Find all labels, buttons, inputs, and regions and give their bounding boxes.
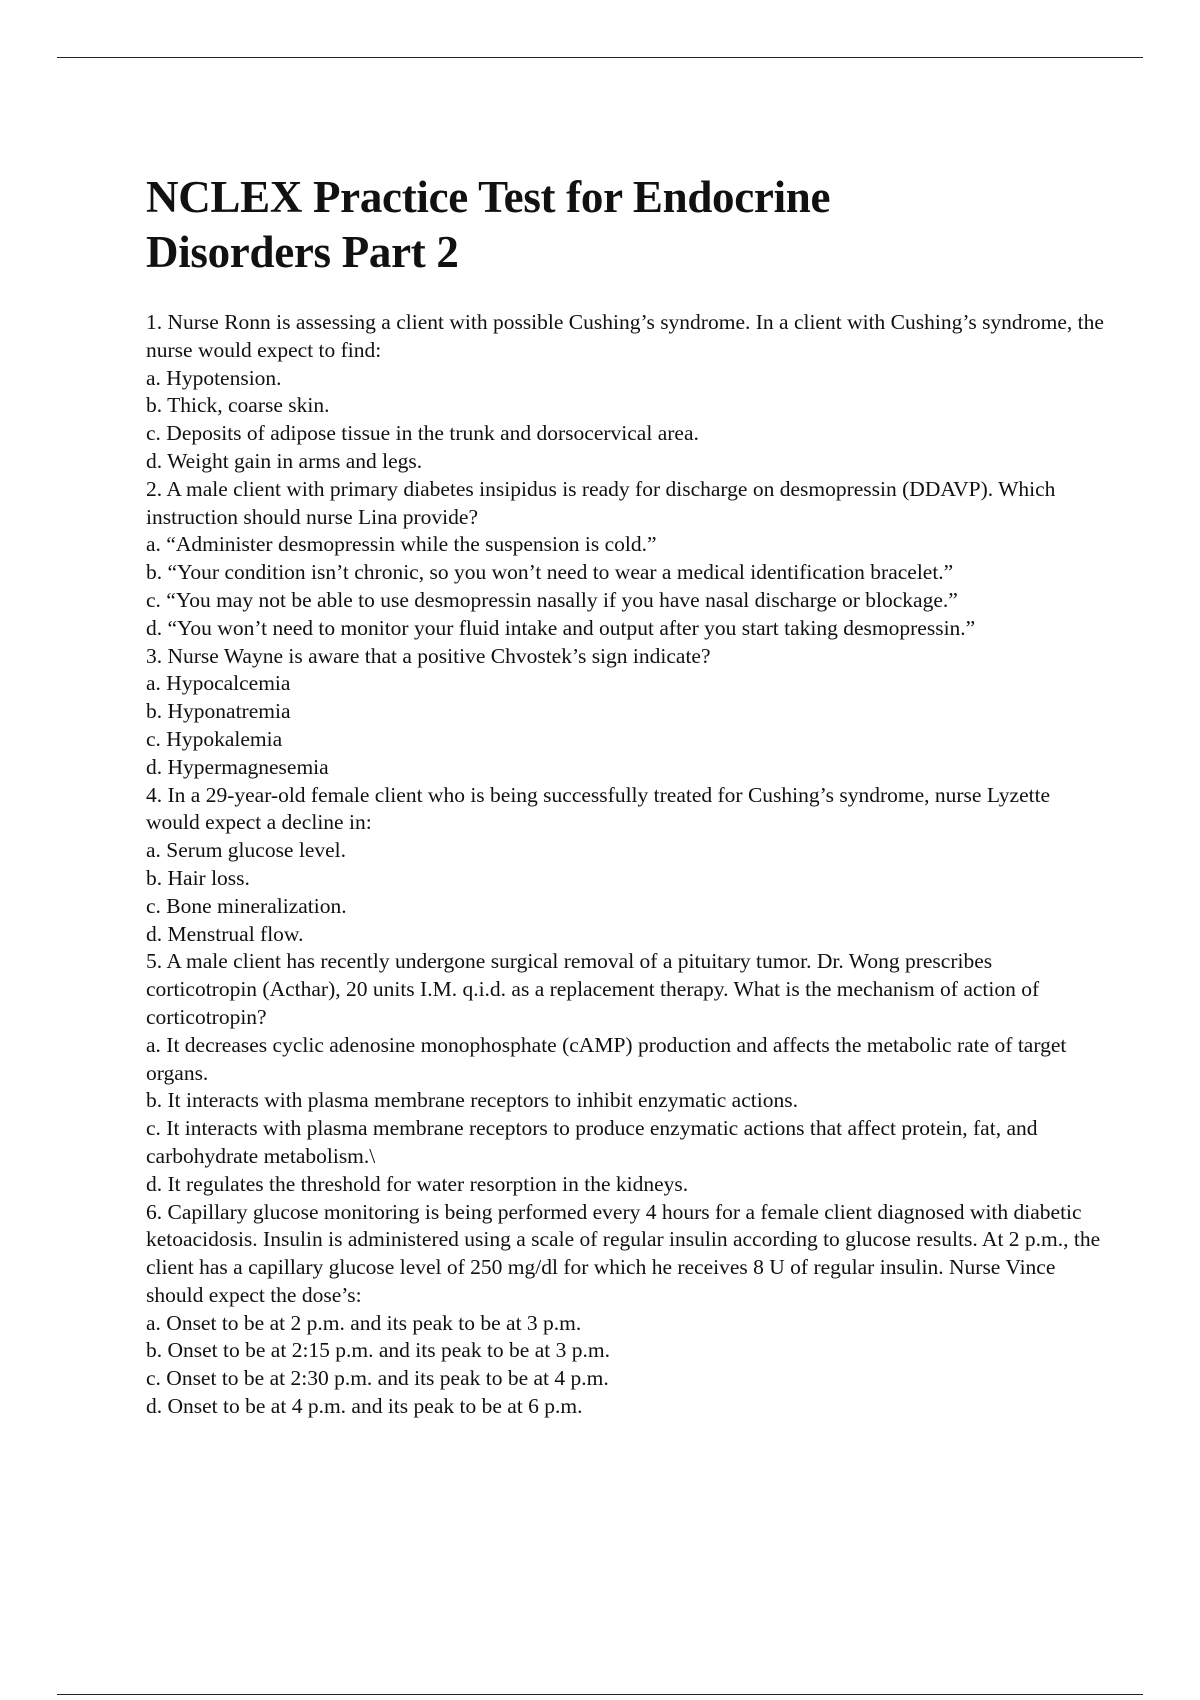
title-line-2: Disorders Part 2 bbox=[146, 227, 459, 277]
answer-option-b: b. Onset to be at 2:15 p.m. and its peak to be at 3 p.m. bbox=[146, 1338, 610, 1363]
answer-option-c: c. Bone mineralization. bbox=[146, 893, 347, 918]
question-stem: 3. Nurse Wayne is aware that a positive Chvostek’s sign indicate? bbox=[146, 643, 711, 668]
question-2 bbox=[146, 476, 1106, 643]
question-6 bbox=[146, 1199, 1106, 1421]
answer-option-c: c. “You may not be able to use desmopressin nasally if you have nasal discharge or blockage.” bbox=[146, 587, 958, 612]
question-stem: 2. A male client with primary diabetes insipidus is ready for discharge on desmopressin (DDAVP). Which instruction should nurse Lina provide? bbox=[146, 476, 1056, 529]
page-title bbox=[146, 170, 1106, 280]
question-stem: 1. Nurse Ronn is assessing a client with possible Cushing’s syndrome. In a client with Cushing’s syndrome, the nurse would expect to find: bbox=[146, 310, 1104, 362]
answer-option-d: d. Hypermagnesemia bbox=[146, 754, 329, 779]
answer-option-b: b. Thick, coarse skin. bbox=[146, 393, 330, 418]
document-body bbox=[146, 170, 1106, 1421]
question-stem: 6. Capillary glucose monitoring is being performed every 4 hours for a female client diagnosed with diabetic ketoacidosis. Insulin is administered using a scale of regular insulin according to glucose results. At 2 p.m., the client has a capillary glucose level of 250 mg/dl for which he receives 8 U of regular insulin. Nurse Vince should expect the dose’s: bbox=[146, 1199, 1101, 1307]
answer-option-b: b. “Your condition isn’t chronic, so you won’t need to wear a medical identification bracelet.” bbox=[146, 560, 954, 585]
question-1 bbox=[146, 309, 1106, 476]
question-5 bbox=[146, 948, 1106, 1198]
answer-option-c: c. It interacts with plasma membrane receptors to produce enzymatic actions that affect protein, fat, and carbohydrate metabolism.\ bbox=[146, 1116, 1038, 1168]
title-line-1: NCLEX Practice Test for Endocrine bbox=[146, 172, 831, 222]
answer-option-a: a. It decreases cyclic adenosine monophosphate (cAMP) production and affects the metabolic rate of target organs. bbox=[146, 1032, 1067, 1085]
bottom-rule bbox=[57, 1694, 1143, 1695]
answer-option-a: a. Onset to be at 2 p.m. and its peak to be at 3 p.m. bbox=[146, 1310, 582, 1335]
question-4 bbox=[146, 782, 1106, 949]
answer-option-a: a. “Administer desmopressin while the suspension is cold.” bbox=[146, 532, 657, 557]
answer-option-b: b. Hyponatremia bbox=[146, 699, 291, 724]
question-stem: 4. In a 29-year-old female client who is being successfully treated for Cushing’s syndrome, nurse Lyzette would expect a decline in: bbox=[146, 782, 1051, 835]
answer-option-c: c. Deposits of adipose tissue in the trunk and dorsocervical area. bbox=[146, 421, 699, 446]
question-list bbox=[146, 309, 1106, 1421]
question-stem: 5. A male client has recently undergone surgical removal of a pituitary tumor. Dr. Wong prescribes corticotropin (Acthar), 20 units I.M. q.i.d. as a replacement therapy. What is the mechanism of action of corticotropin? bbox=[146, 949, 1040, 1029]
answer-option-b: b. It interacts with plasma membrane receptors to inhibit enzymatic actions. bbox=[146, 1088, 798, 1113]
answer-option-d: d. It regulates the threshold for water resorption in the kidneys. bbox=[146, 1171, 689, 1196]
question-3 bbox=[146, 643, 1106, 782]
answer-option-d: d. Weight gain in arms and legs. bbox=[146, 448, 423, 473]
answer-option-c: c. Onset to be at 2:30 p.m. and its peak to be at 4 p.m. bbox=[146, 1366, 609, 1391]
answer-option-a: a. Hypocalcemia bbox=[146, 671, 291, 696]
answer-option-d: d. Onset to be at 4 p.m. and its peak to be at 6 p.m. bbox=[146, 1394, 583, 1419]
answer-option-d: d. Menstrual flow. bbox=[146, 921, 304, 946]
answer-option-b: b. Hair loss. bbox=[146, 865, 250, 890]
answer-option-a: a. Hypotension. bbox=[146, 365, 282, 390]
answer-option-a: a. Serum glucose level. bbox=[146, 838, 347, 863]
top-rule bbox=[57, 57, 1143, 58]
answer-option-c: c. Hypokalemia bbox=[146, 726, 283, 751]
answer-option-d: d. “You won’t need to monitor your fluid intake and output after you start taking desmopressin.” bbox=[146, 615, 976, 640]
